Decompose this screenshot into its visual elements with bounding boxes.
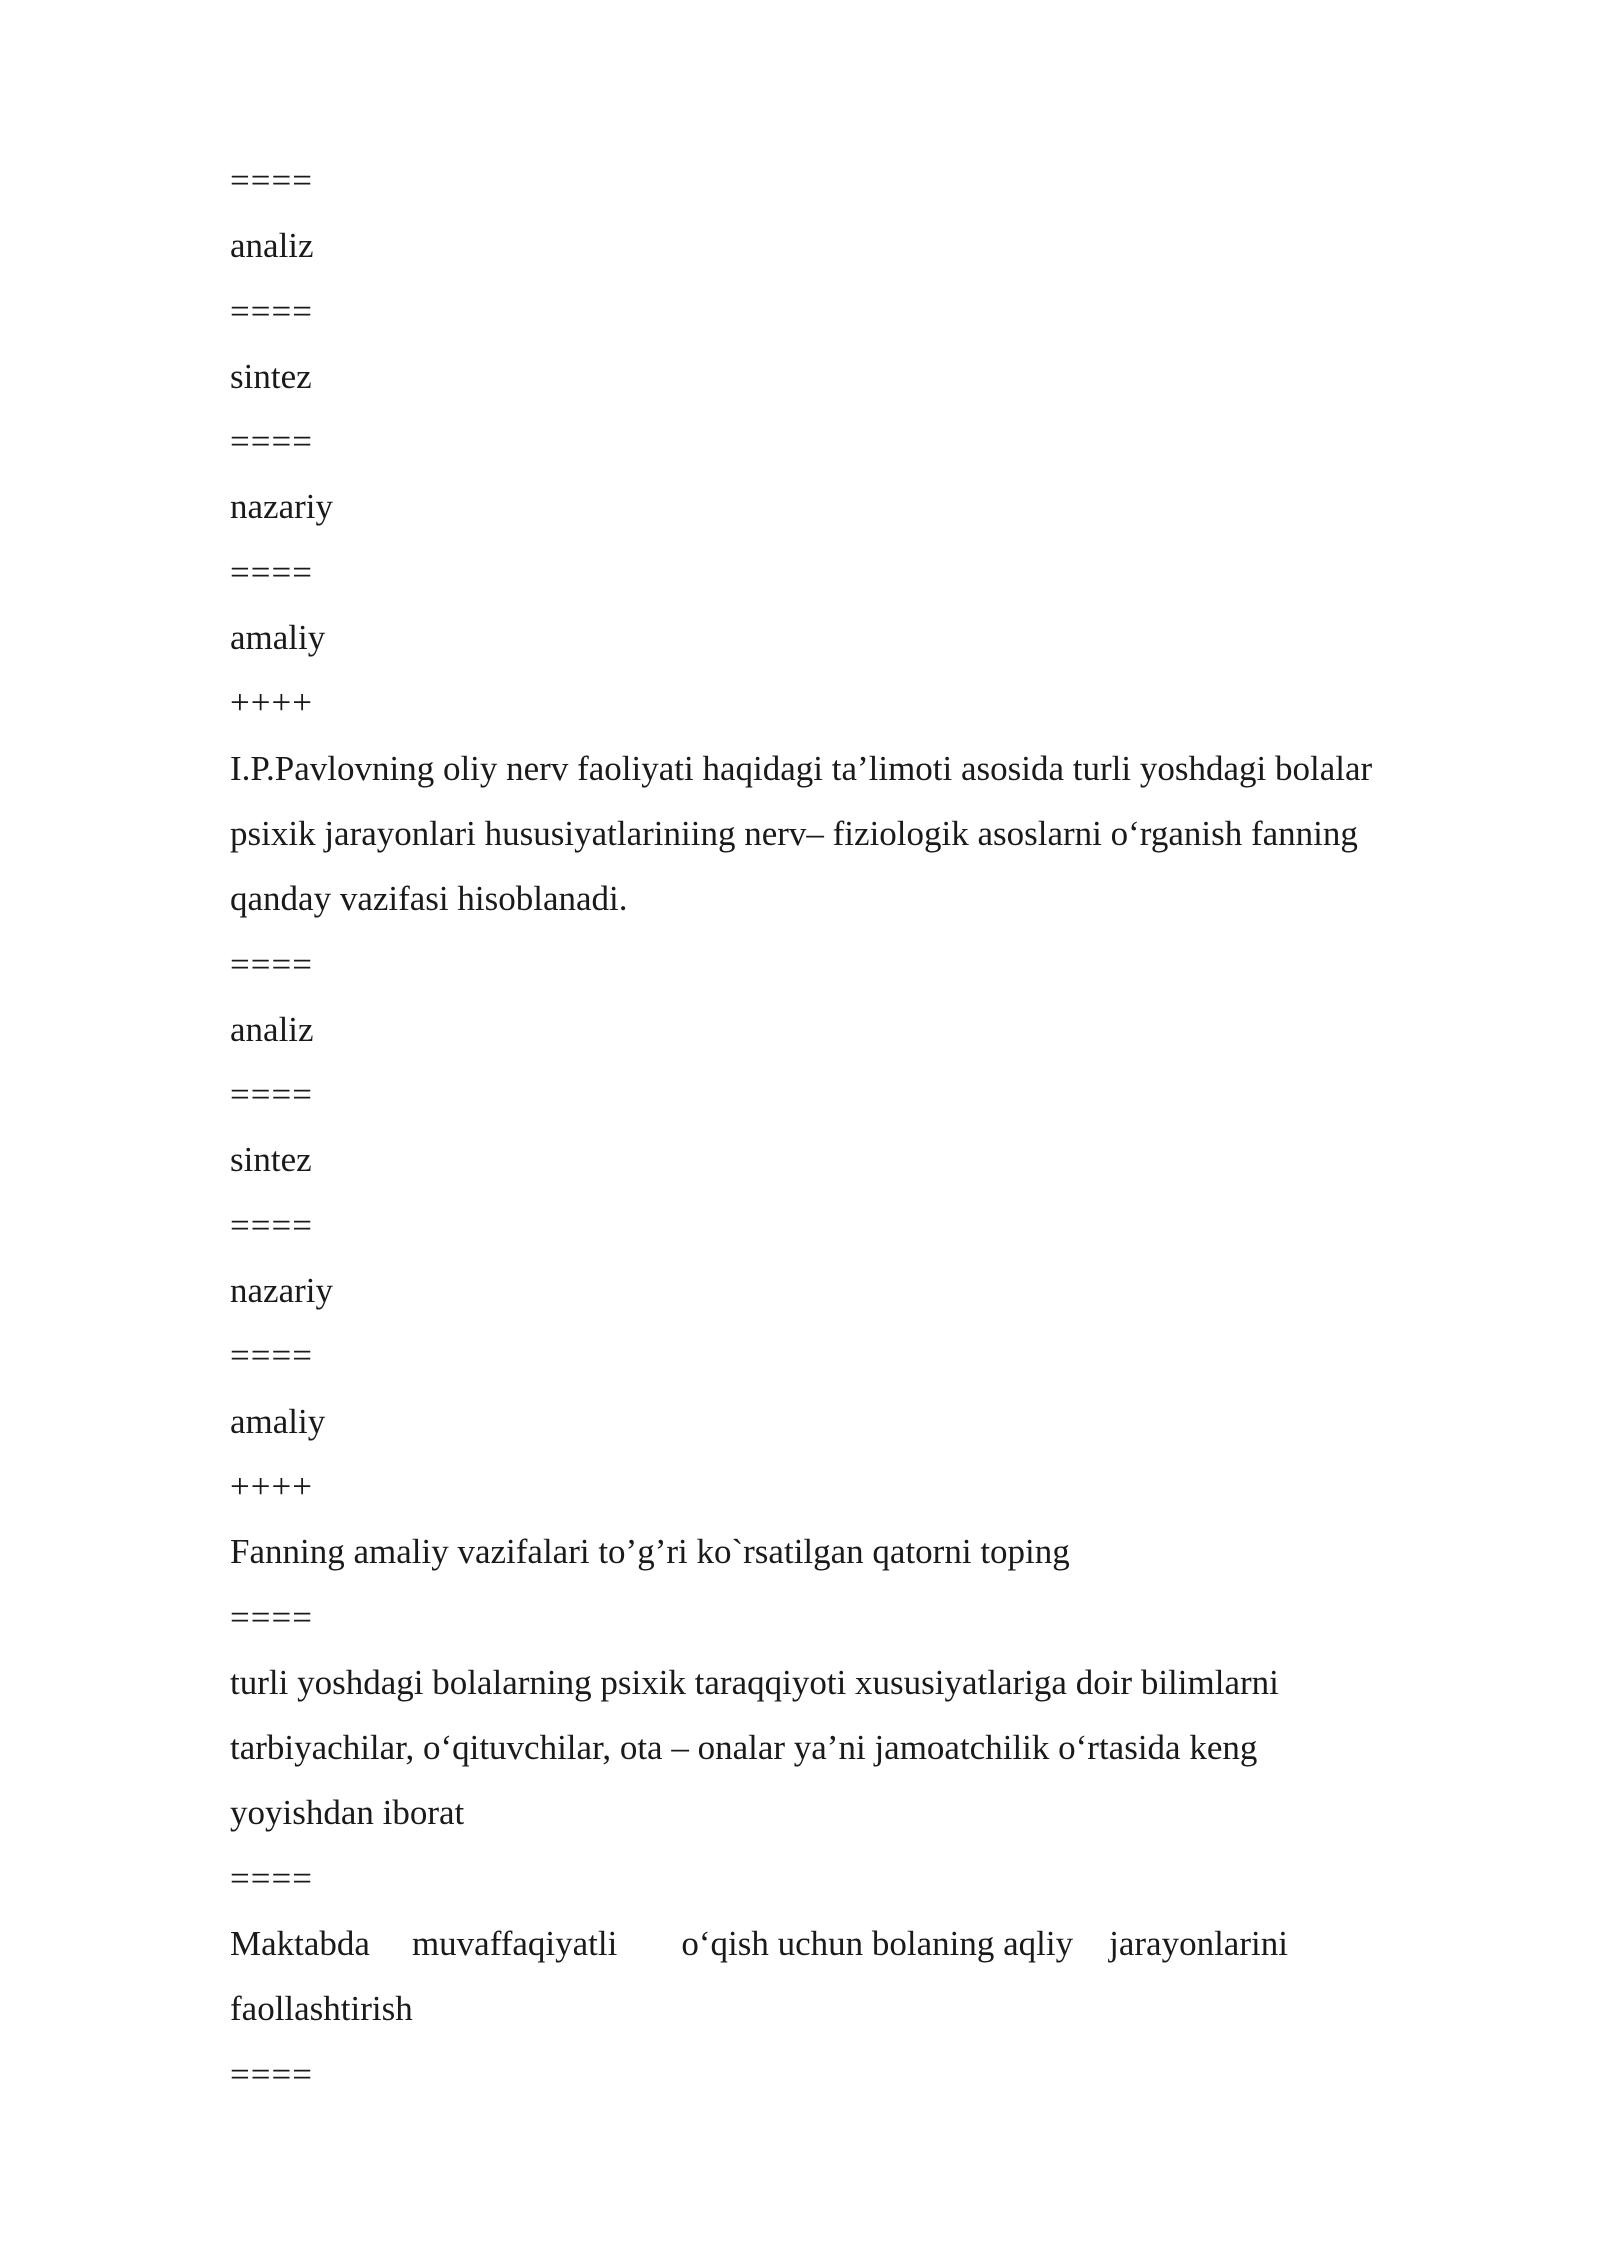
separator-line: ==== [230, 944, 313, 984]
separator-line: ==== [230, 1336, 313, 1376]
separator-line: ==== [230, 291, 313, 331]
text-line: tarbiyachilar, o‘qituvchilar, ota – onalar ya’ni jamoatchilik o‘rtasida keng [230, 1728, 1258, 1768]
text-line: nazariy [230, 1271, 333, 1311]
separator-line: ==== [230, 1858, 313, 1898]
text-line: psixik jarayonlari hususiyatlariniing nerv– fiziologik asoslarni o‘rganish fanning [230, 813, 1358, 853]
text-line: I.P.Pavlovning oliy nerv faoliyati haqidagi ta’limoti asosida turli yoshdagi bolalar [230, 748, 1373, 788]
text-line-justified [230, 1911, 1470, 1976]
text-line: nazariy [230, 487, 333, 527]
text-fragment: o‘qish uchun bolaning aqliy [681, 1924, 1074, 1964]
text-fragment: muvaffaqiyatli [411, 1924, 618, 1964]
text-line: Fanning amaliy vazifalari to’g’ri ko`rsatilgan qatorni toping [230, 1532, 1070, 1572]
text-line: analiz [230, 226, 314, 266]
separator-line: ==== [230, 161, 313, 200]
text-line: sintez [230, 356, 312, 396]
separator-line: ++++ [230, 1466, 313, 1506]
separator-line: ++++ [230, 683, 313, 723]
separator-line: ==== [230, 1597, 313, 1637]
text-line: amaliy [230, 1401, 326, 1441]
text-line: amaliy [230, 618, 326, 658]
text-line: yoyishdan iborat [230, 1793, 465, 1833]
separator-line: ==== [230, 1075, 313, 1115]
text-fragment: Maktabda [230, 1924, 370, 1964]
text-line: sintez [230, 1140, 312, 1180]
text-line: turli yoshdagi bolalarning psixik taraqqiyoti xususiyatlariga doir bilimlarni [230, 1662, 1279, 1702]
text-line: faollashtirish [230, 1989, 413, 2029]
separator-line: ==== [230, 422, 313, 462]
separator-line: ==== [230, 2054, 313, 2094]
text-line: analiz [230, 1009, 314, 1049]
document-page [230, 148, 1470, 2107]
separator-line: ==== [230, 552, 313, 592]
text-fragment: jarayonlarini [1109, 1924, 1288, 1964]
text-line: qanday vazifasi hisoblanadi. [230, 879, 628, 919]
separator-line: ==== [230, 1205, 313, 1245]
